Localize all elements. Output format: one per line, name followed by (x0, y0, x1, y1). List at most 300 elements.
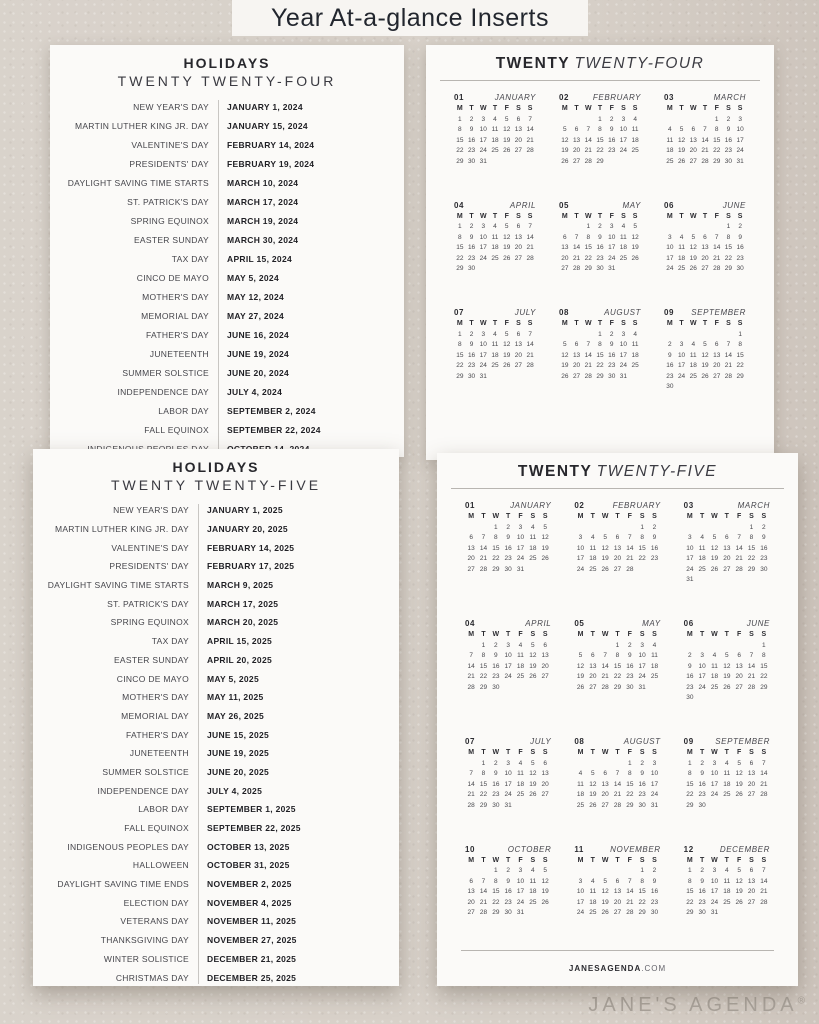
holiday-row (33, 893, 399, 912)
weekday-label: S (530, 631, 536, 638)
day-cell: 28 (701, 157, 709, 165)
day-cell: 18 (576, 791, 585, 798)
day-cell: 19 (601, 898, 609, 906)
day-cell: 18 (723, 888, 731, 895)
calendar-2024-title (426, 45, 774, 73)
holiday-name: EASTER SUNDAY (113, 654, 189, 665)
month-block (559, 201, 641, 273)
day-cell: 30 (760, 565, 768, 573)
day-cell: 13 (613, 544, 622, 552)
holiday-row (33, 856, 399, 875)
day-cell: 23 (626, 673, 634, 680)
weekday-label: S (726, 212, 731, 220)
weekday-label: W (601, 513, 609, 520)
day-cell: 13 (747, 770, 756, 777)
weekday-label: S (516, 105, 521, 112)
holiday-name: MARTIN LUTHER KING JR. DAY (74, 120, 209, 131)
holiday-date: APRIL 20, 2025 (207, 654, 272, 665)
day-cell: 15 (479, 780, 488, 788)
empty-day-cell (711, 223, 723, 230)
day-cell: 7 (737, 534, 741, 541)
day-cell: 27 (572, 157, 581, 165)
day-cell: 18 (650, 662, 659, 670)
day-cell: 4 (668, 126, 672, 133)
empty-day-cell (465, 524, 477, 531)
month-block (664, 201, 746, 273)
day-cell: 1 (738, 330, 742, 338)
weekday-label: F (627, 513, 632, 520)
day-cell: 22 (626, 791, 634, 798)
month-number: 12 (683, 844, 694, 854)
month-header (559, 201, 641, 210)
holiday-row (33, 931, 399, 950)
weekday-label: S (639, 749, 645, 756)
day-cell: 24 (504, 791, 512, 798)
day-cell: 5 (679, 126, 684, 133)
calendar-2024-card (426, 45, 774, 460)
holiday-row (50, 401, 404, 420)
empty-day-cell (664, 331, 676, 338)
month-header (465, 501, 551, 510)
day-cell: 19 (631, 244, 639, 251)
day-cell: 29 (686, 909, 694, 916)
day-cell: 11 (589, 544, 597, 552)
day-cell: 27 (541, 673, 549, 680)
day-cell: 1 (481, 641, 486, 649)
day-cell: 25 (491, 254, 499, 262)
month-number: 06 (664, 200, 675, 210)
weekday-label: S (527, 105, 533, 112)
calendar-2025-months (437, 489, 798, 916)
holiday-row (33, 632, 399, 651)
day-cell: 15 (613, 662, 622, 670)
day-cell: 1 (598, 330, 602, 338)
day-cell: 19 (677, 147, 686, 154)
calendar-2025-title (437, 453, 798, 481)
day-cell: 12 (589, 780, 597, 788)
day-cell: 24 (677, 372, 686, 380)
empty-day-cell (559, 331, 571, 338)
footer-domain-suffix: .COM (641, 964, 667, 973)
holiday-date: MAY 12, 2024 (227, 291, 285, 302)
weekday-label: M (561, 212, 568, 220)
empty-day-cell (723, 331, 735, 338)
day-cell: 17 (576, 555, 585, 562)
day-cell: 12 (601, 544, 609, 552)
day-cell: 28 (526, 362, 534, 369)
holidays-2024-list (50, 97, 404, 458)
month-block (465, 845, 551, 917)
day-cell: 20 (572, 147, 581, 154)
day-cell: 26 (503, 362, 511, 369)
day-cell: 9 (609, 341, 614, 348)
day-cell: 12 (561, 351, 569, 359)
day-cell: 16 (608, 136, 616, 144)
weekday-label: W (479, 212, 487, 220)
day-cell: 9 (726, 126, 731, 133)
day-cell: 30 (650, 909, 659, 916)
day-cell: 15 (736, 351, 744, 359)
month-name: DECEMBER (719, 844, 770, 854)
weekday-label: S (652, 631, 657, 638)
weekday-label: M (577, 631, 584, 638)
weekday-label: S (527, 320, 533, 327)
day-cell: 1 (628, 759, 632, 767)
day-cell: 7 (586, 341, 591, 348)
month-day-grid (684, 513, 770, 583)
day-cell: 23 (698, 898, 706, 906)
month-name: JULY (530, 737, 552, 746)
day-cell: 23 (596, 254, 604, 262)
day-cell: 16 (467, 351, 476, 359)
calendar-2025-card (437, 453, 798, 986)
weekday-label: M (686, 749, 693, 756)
day-cell: 24 (576, 565, 585, 573)
day-cell: 20 (572, 362, 581, 369)
weekday-label: W (601, 749, 609, 756)
day-cell: 16 (698, 780, 706, 788)
day-cell: 1 (688, 867, 692, 874)
day-cell: 2 (652, 867, 657, 874)
day-cell: 25 (698, 565, 706, 573)
holiday-name: SUMMER SOLSTICE (102, 766, 189, 777)
weekday-label: F (714, 105, 719, 112)
day-cell: 18 (677, 254, 686, 262)
month-day-grid (574, 631, 660, 691)
day-cell: 24 (710, 898, 719, 906)
weekday-label: W (689, 212, 697, 220)
weekday-label: W (492, 856, 500, 864)
empty-day-cell (699, 116, 711, 123)
day-cell: 11 (589, 888, 597, 895)
day-cell: 16 (736, 244, 744, 251)
day-cell: 6 (543, 759, 547, 767)
day-cell: 4 (679, 233, 684, 241)
day-cell: 18 (689, 362, 697, 369)
day-cell: 13 (467, 544, 475, 552)
day-cell: 2 (609, 330, 614, 338)
day-cell: 28 (479, 909, 488, 916)
holiday-row (50, 135, 404, 154)
day-cell: 22 (638, 555, 646, 562)
day-cell: 17 (710, 780, 719, 788)
weekday-label: S (652, 749, 657, 756)
day-cell: 9 (609, 126, 614, 133)
day-cell: 18 (723, 780, 731, 788)
day-cell: 26 (529, 673, 537, 680)
day-cell: 1 (458, 223, 462, 230)
weekday-label: S (632, 105, 638, 112)
holiday-name: PRESIDENTS' DAY (109, 561, 189, 572)
day-cell: 30 (698, 801, 706, 809)
day-cell: 31 (686, 576, 694, 583)
month-number: 08 (574, 737, 585, 746)
day-cell: 27 (613, 909, 622, 916)
weekday-label: S (726, 105, 731, 112)
day-cell: 16 (626, 662, 634, 670)
day-cell: 20 (747, 780, 756, 788)
day-cell: 15 (638, 888, 646, 895)
holiday-date: NOVEMBER 4, 2025 (207, 897, 292, 908)
day-cell: 26 (503, 147, 511, 154)
holiday-date: JUNE 16, 2024 (227, 329, 290, 340)
month-name: APRIL (509, 200, 536, 210)
holiday-date: MARCH 17, 2025 (207, 598, 279, 609)
day-cell: 9 (494, 770, 498, 777)
weekday-label: S (542, 749, 548, 756)
weekday-label: M (686, 513, 693, 520)
holiday-name: VALENTINE'S DAY (111, 542, 189, 553)
holiday-name: MEMORIAL DAY (141, 310, 209, 321)
holiday-date: DECEMBER 21, 2025 (207, 953, 297, 964)
holiday-date: NOVEMBER 27, 2025 (207, 935, 297, 946)
holiday-name: FALL EQUINOX (144, 424, 209, 435)
day-cell: 11 (491, 126, 499, 133)
month-day-grid (574, 749, 660, 809)
day-cell: 10 (504, 652, 512, 659)
day-cell: 14 (526, 233, 534, 241)
day-cell: 3 (621, 330, 626, 338)
day-cell: 31 (736, 157, 744, 165)
day-cell: 12 (723, 662, 731, 670)
day-cell: 5 (737, 867, 741, 874)
month-name: FEBRUARY (612, 501, 661, 510)
month-number: 01 (465, 501, 476, 510)
empty-day-cell (708, 642, 720, 649)
empty-day-cell (699, 223, 711, 230)
day-cell: 21 (467, 673, 475, 680)
weekday-label: T (679, 105, 684, 112)
day-cell: 27 (713, 372, 721, 380)
month-block (574, 501, 660, 583)
month-header (465, 619, 551, 628)
empty-day-cell (684, 524, 696, 531)
day-cell: 9 (652, 877, 657, 885)
month-name: MAY (622, 200, 641, 210)
empty-day-cell (559, 223, 571, 230)
weekday-label: S (652, 513, 657, 520)
day-cell: 21 (747, 673, 756, 680)
weekday-label: S (639, 631, 645, 638)
empty-day-cell (465, 760, 477, 767)
weekday-label: S (749, 856, 754, 864)
day-cell: 12 (503, 126, 511, 133)
day-cell: 4 (633, 115, 637, 123)
day-cell: 24 (638, 673, 646, 680)
day-cell: 4 (621, 223, 626, 230)
empty-day-cell (571, 116, 583, 123)
day-cell: 3 (518, 523, 523, 531)
empty-day-cell (696, 642, 708, 649)
holiday-date: JUNE 19, 2024 (227, 348, 290, 359)
month-header (465, 737, 551, 746)
month-block (465, 619, 551, 701)
day-cell: 22 (686, 898, 694, 906)
day-cell: 23 (504, 555, 512, 562)
day-cell: 23 (467, 362, 476, 369)
day-cell: 9 (688, 662, 692, 670)
day-cell: 4 (578, 770, 583, 777)
day-cell: 6 (469, 534, 473, 541)
day-cell: 10 (576, 544, 585, 552)
day-cell: 7 (469, 652, 473, 659)
weekday-label: T (700, 631, 705, 638)
holiday-name: SPRING EQUINOX (110, 617, 189, 628)
day-cell: 23 (467, 147, 476, 154)
weekday-label: M (666, 320, 673, 327)
day-cell: 29 (747, 565, 756, 573)
empty-day-cell (721, 524, 733, 531)
day-cell: 21 (626, 555, 634, 562)
day-cell: 13 (713, 351, 721, 359)
weekday-label: M (686, 631, 693, 638)
day-cell: 3 (738, 115, 742, 123)
holiday-date: MAY 11, 2025 (207, 692, 264, 703)
empty-day-cell (664, 223, 676, 230)
weekday-label: W (601, 856, 609, 864)
weekday-label: S (761, 749, 767, 756)
holiday-row (50, 363, 404, 382)
holiday-date: MAY 26, 2025 (207, 710, 265, 721)
holiday-name: HALLOWEEN (132, 860, 189, 871)
month-block (454, 93, 536, 165)
day-cell: 14 (479, 888, 488, 895)
day-cell: 14 (572, 244, 581, 251)
empty-day-cell (599, 760, 611, 767)
weekday-label: S (621, 212, 626, 220)
holiday-name: JUNETEENTH (149, 348, 209, 359)
holiday-row (50, 211, 404, 230)
holidays-2024-heading: HOLIDAYS (183, 55, 271, 71)
day-cell: 25 (631, 362, 639, 369)
holiday-row (50, 382, 404, 401)
weekday-label: W (711, 856, 718, 864)
holiday-date: MARCH 30, 2024 (227, 234, 299, 245)
day-cell: 1 (714, 115, 719, 123)
day-cell: 20 (589, 673, 597, 680)
weekday-label: F (627, 856, 632, 864)
day-cell: 26 (735, 898, 743, 906)
day-cell: 22 (492, 898, 500, 906)
day-cell: 12 (677, 136, 686, 144)
day-cell: 23 (666, 372, 674, 380)
day-cell: 7 (749, 652, 754, 659)
empty-day-cell (676, 331, 688, 338)
holiday-date: JANUARY 1, 2025 (207, 505, 283, 516)
day-cell: 7 (628, 877, 632, 885)
holiday-row (33, 819, 399, 838)
weekday-label: T (724, 631, 729, 638)
day-cell: 25 (631, 147, 639, 154)
empty-day-cell (676, 116, 688, 123)
day-cell: 1 (586, 223, 591, 230)
day-cell: 20 (514, 244, 523, 251)
day-cell: 28 (626, 565, 634, 573)
day-cell: 2 (598, 223, 602, 230)
holiday-row (50, 154, 404, 173)
weekday-label: M (456, 105, 463, 112)
day-cell: 19 (601, 555, 609, 562)
day-cell: 14 (601, 662, 609, 670)
day-cell: 19 (541, 544, 549, 552)
day-cell: 6 (591, 652, 595, 659)
weekday-label: T (615, 856, 620, 864)
day-cell: 24 (666, 265, 674, 272)
holiday-date: JUNE 20, 2025 (207, 766, 270, 777)
holiday-name: DAYLIGHT SAVING TIME STARTS (47, 580, 189, 591)
day-cell: 10 (504, 770, 512, 777)
calendar-2024-title-bold: TWENTY (495, 55, 571, 72)
empty-day-cell (477, 524, 489, 531)
day-cell: 20 (541, 662, 549, 670)
weekday-label: S (737, 320, 743, 327)
day-cell: 10 (479, 341, 487, 348)
month-number: 09 (664, 308, 675, 317)
day-cell: 17 (666, 254, 674, 262)
day-cell: 25 (529, 555, 537, 562)
day-cell: 25 (650, 673, 659, 680)
weekday-label: W (492, 631, 500, 638)
empty-day-cell (624, 867, 636, 874)
day-cell: 22 (760, 673, 768, 680)
day-cell: 12 (541, 534, 549, 541)
month-number: 11 (574, 844, 584, 854)
month-name: JANUARY (494, 93, 536, 102)
weekday-label: F (504, 320, 509, 327)
weekday-label: T (702, 105, 708, 112)
weekday-label: T (506, 749, 511, 756)
day-cell: 9 (598, 233, 602, 241)
holiday-row (50, 287, 404, 306)
holiday-row (33, 744, 399, 763)
day-cell: 6 (574, 126, 579, 133)
day-cell: 19 (735, 888, 743, 895)
day-cell: 23 (760, 555, 768, 562)
day-cell: 12 (710, 544, 719, 552)
day-cell: 10 (710, 770, 719, 777)
empty-day-cell (599, 867, 611, 874)
weekday-label: W (492, 513, 500, 520)
day-cell: 14 (626, 544, 634, 552)
weekday-label: F (518, 513, 523, 520)
holiday-date: JULY 4, 2024 (227, 386, 283, 397)
day-cell: 26 (631, 254, 639, 262)
day-cell: 3 (506, 759, 510, 767)
day-cell: 3 (609, 223, 614, 230)
day-cell: 4 (531, 867, 535, 874)
day-cell: 11 (689, 351, 697, 359)
day-cell: 10 (516, 877, 525, 885)
day-cell: 13 (541, 652, 549, 659)
day-cell: 6 (603, 770, 607, 777)
calendar-2024-months (426, 81, 774, 390)
day-cell: 25 (619, 254, 628, 262)
day-cell: 28 (526, 254, 534, 262)
holiday-name: WINTER SOLISTICE (103, 953, 189, 964)
holiday-name: TAX DAY (171, 253, 209, 264)
empty-day-cell (687, 331, 699, 338)
day-cell: 18 (698, 555, 706, 562)
month-block (684, 501, 770, 583)
day-cell: 15 (747, 544, 756, 552)
day-cell: 14 (713, 244, 721, 251)
holiday-date: APRIL 15, 2024 (227, 253, 292, 264)
holiday-date: FEBRUARY 17, 2025 (207, 561, 295, 572)
day-cell: 2 (762, 523, 766, 531)
day-cell: 3 (712, 867, 717, 874)
day-cell: 27 (613, 565, 622, 573)
month-day-grid (559, 320, 641, 380)
